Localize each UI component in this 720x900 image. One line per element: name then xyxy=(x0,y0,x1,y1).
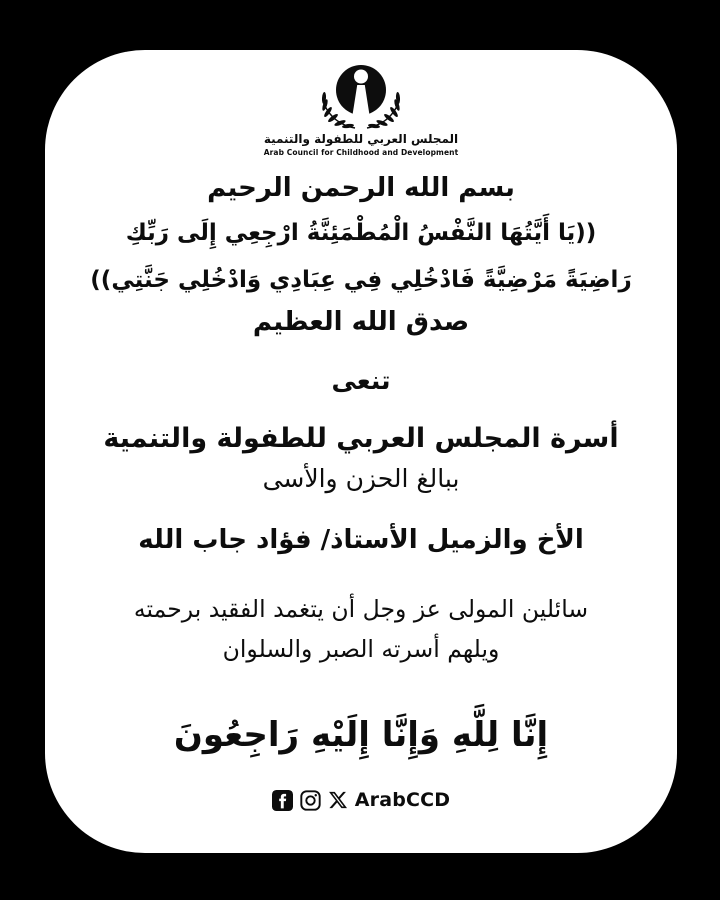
x-icon xyxy=(328,790,348,810)
basmala-text: بسم الله الرحمن الرحيم xyxy=(207,173,515,203)
facebook-icon xyxy=(272,790,293,811)
inna-lillah-calligraphy: إِنَّا لِلَّهِ وَإِنَّا إِلَيْهِ رَاجِعُونَ xyxy=(173,715,549,756)
quran-verse-line1: ((يَا أَيَّتُهَا النَّفْسُ الْمُطْمَئِنَّةُ ارْجِعِي إِلَى رَبِّكِ xyxy=(125,220,597,247)
arab-council-emblem-icon xyxy=(295,63,427,131)
sorrow-text: ببالغ الحزن والأسى xyxy=(262,463,460,493)
quran-verse-line2: رَاضِيَةً مَرْضِيَّةً فَادْخُلِي فِي عِبَادِي وَادْخُلِي جَنَّتِي)) xyxy=(90,267,632,294)
org-name-arabic: المجلس العربي للطفولة والتنمية xyxy=(263,132,459,146)
deceased-name-text: الأخ والزميل الأستاذ/ فؤاد جاب الله xyxy=(138,524,584,555)
org-name-english: Arab Council for Childhood and Development xyxy=(263,148,459,157)
prayer-line1: سائلين المولى عز وجل أن يتغمد الفقيد برحمته xyxy=(133,594,589,623)
social-footer xyxy=(272,789,451,811)
social-handle-text: ArabCCD xyxy=(354,789,451,812)
announcement-card xyxy=(45,50,677,853)
mourner-org-text: أسرة المجلس العربي للطفولة والتنمية xyxy=(103,423,619,455)
sadaqa-text: صدق الله العظيم xyxy=(252,307,470,338)
instagram-icon xyxy=(300,790,321,811)
prayer-text xyxy=(134,589,588,670)
mourns-text: تنعى xyxy=(331,366,391,396)
org-logo-block xyxy=(264,63,459,157)
prayer-line2: ويلهم أسرته الصبر والسلوان xyxy=(222,635,500,664)
quran-verse xyxy=(90,210,631,304)
